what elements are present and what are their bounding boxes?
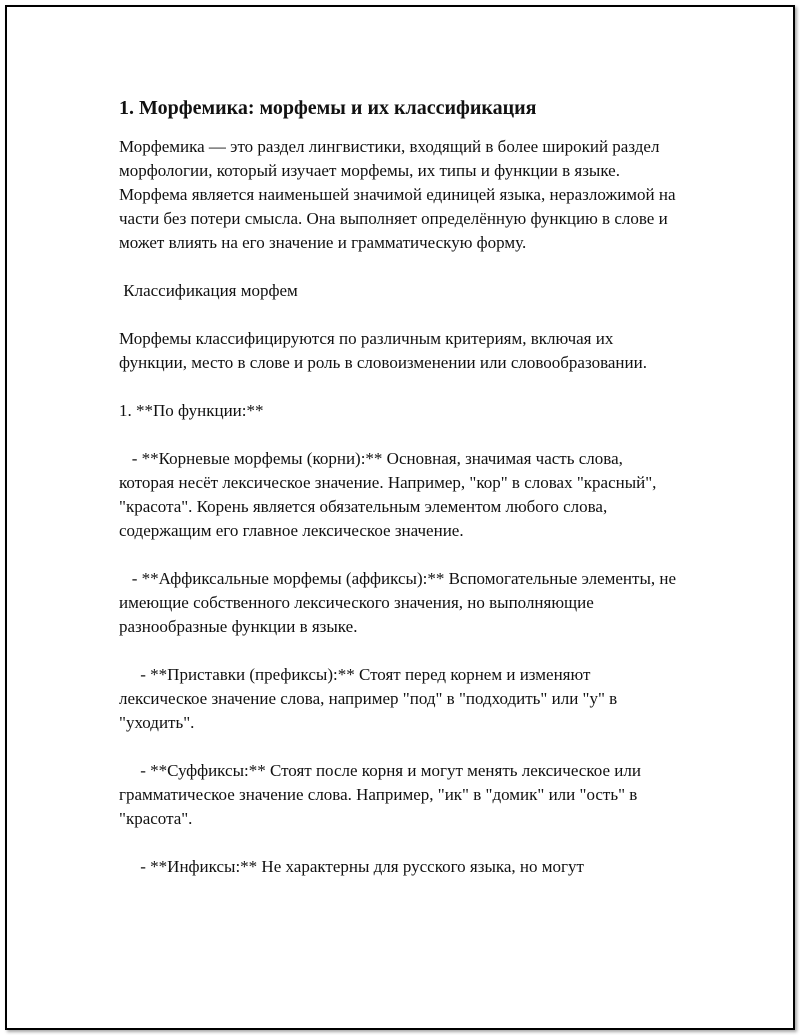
paragraph-suffixes: - **Суффиксы:** Стоят после корня и могут менять лексическое или грамматическое значение слова. Например, "ик" в "домик" или "ость" в "красота". [119, 761, 646, 828]
paragraph-classification-intro: Морфемы классифицируются по различным критериям, включая их функции, место в слове и роль в словоизменении или словообразовании. [119, 329, 647, 372]
paragraph-root-morphemes: - **Корневые морфемы (корни):** Основная, значимая часть слова, которая несёт лексическое значение. Например, "кор" в словах "красный", "красота". Корень является обязательным элементом любого слова, содержащим его главное лексическое значение. [119, 449, 661, 540]
document-content [119, 95, 679, 903]
paragraph-prefixes: - **Приставки (префиксы):** Стоят перед корнем и изменяют лексическое значение слова, например "под" в "подходить" или "у" в "уходить". [119, 665, 622, 732]
paragraph-affix-morphemes: - **Аффиксальные морфемы (аффиксы):** Вспомогательные элементы, не имеющие собственного лексического значения, но выполняющие разнообразные функции в языке. [119, 569, 681, 636]
paragraph-infixes: - **Инфиксы:** Не характерны для русского языка, но могут [119, 857, 584, 876]
document-title: 1. Морфемика: морфемы и их классификация [119, 97, 537, 119]
paragraph-classification-heading: Классификация морфем [119, 281, 298, 300]
paragraph-by-function: 1. **По функции:** [119, 401, 264, 420]
paragraph-intro: Морфемика — это раздел лингвистики, входящий в более широкий раздел морфологии, который изучает морфемы, их типы и функции в языке. Морфема является наименьшей значимой единицей языка, неразложимой на части без потери смысла. Она выполняет определённую функцию в слове и может влиять на его значение и грамматическую форму. [119, 137, 680, 252]
document-page [5, 5, 795, 1030]
